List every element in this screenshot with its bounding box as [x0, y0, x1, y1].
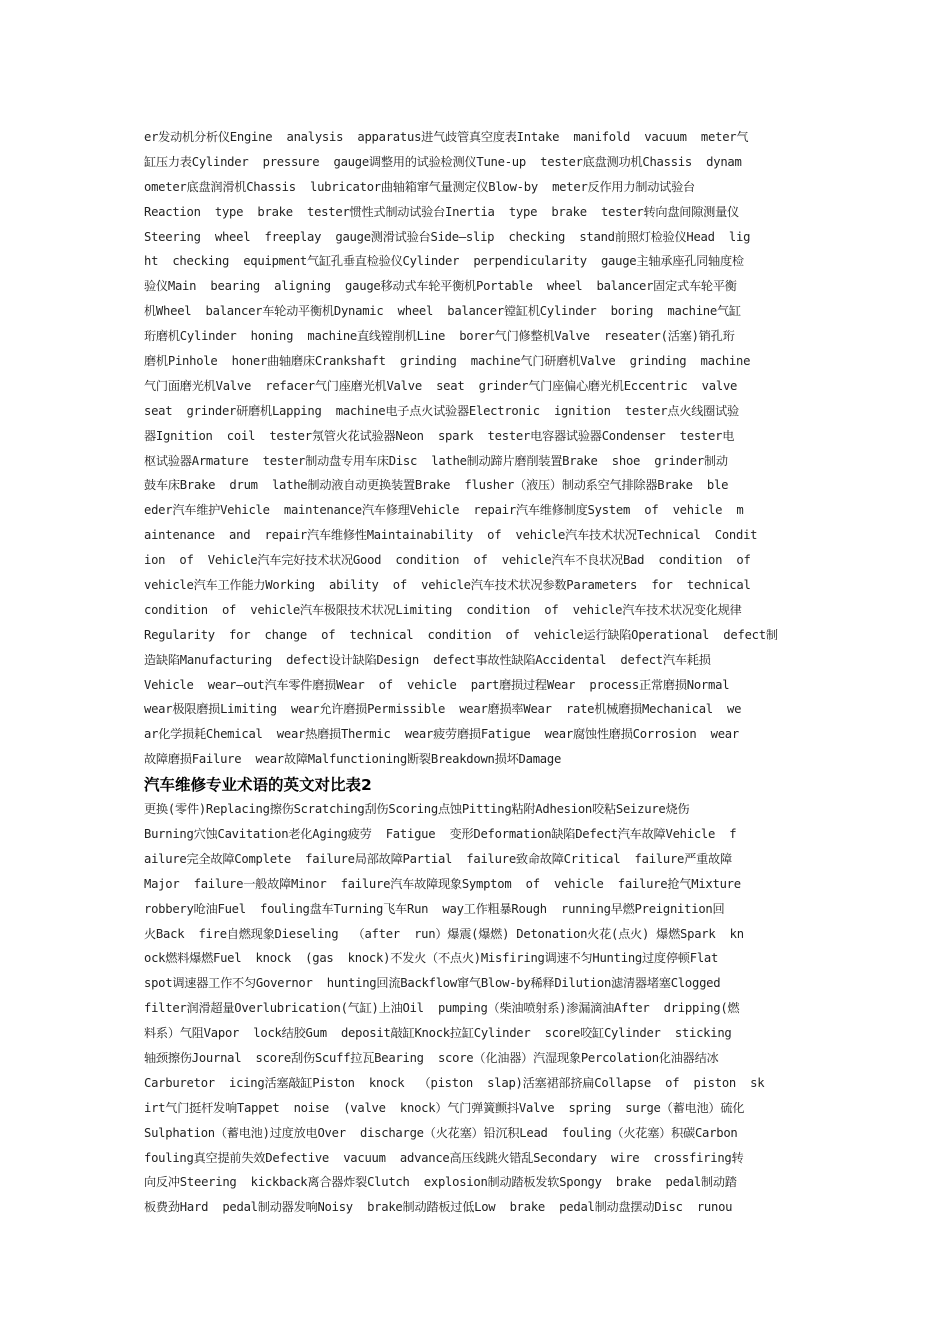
text-line: 枢试验器Armature tester制动盘专用车床Disc lathe制动蹄片磨削装置Brake shoe grinder制动	[144, 453, 728, 468]
text-line: 器Ignition coil tester氖管火花试验器Neon spark tester电容器试验器Condenser tester电	[144, 428, 735, 443]
text-line: ar化学损耗Chemical wear热磨损Thermic wear疲劳磨损Fatigue wear腐蚀性磨损Corrosion wear	[144, 727, 739, 742]
glossary-section-2	[144, 797, 808, 1220]
text-line: 鼓车床Brake drum lathe制动液自动更换装置Brake flusher（液压）制动系空气排除器Brake ble	[144, 478, 729, 493]
text-line: 更换(零件)Replacing擦伤Scratching刮伤Scoring点蚀Pitting粘附Adhesion咬粘Seizure烧伤	[144, 802, 690, 817]
text-line: Carburetor icing活塞敲缸Piston knock （piston slap)活塞裙部挤扁Collapse of piston sk	[144, 1075, 765, 1090]
text-line: Vehicle wear—out汽车零件磨损Wear of vehicle part磨损过程Wear process正常磨损Normal	[144, 677, 730, 692]
text-line: 故障磨损Failure wear故障Malfunctioning断裂Breakdown损坏Damage	[144, 752, 562, 767]
text-line: ion of Vehicle汽车完好技术状况Good condition of vehicle汽车不良状况Bad condition of	[144, 553, 751, 568]
text-line: Regularity for change of technical condition of vehicle运行缺陷Operational defect制	[144, 627, 778, 642]
text-line: Burning穴蚀Cavitation老化Aging疲劳 Fatigue 变形Deformation缺陷Defect汽车故障Vehicle f	[144, 826, 737, 841]
text-line: 机Wheel balancer车轮动平衡机Dynamic wheel balancer镗缸机Cylinder boring machine气缸	[144, 304, 741, 319]
text-line: 缸压力表Cylinder pressure gauge调整用的试验检测仪Tune-up tester底盘测功机Chassis dynam	[144, 154, 742, 169]
text-line: ock燃料爆燃Fuel knock (gas knock)不发火（不点火)Misfiring调速不匀Hunting过度停顿Flat	[144, 951, 719, 966]
text-line: 磨机Pinhole honer曲轴磨床Crankshaft grinding machine气门研磨机Valve grinding machine	[144, 354, 751, 369]
text-line: 料系）气阻Vapor lock结胶Gum deposit敲缸Knock拉缸Cylinder score咬缸Cylinder sticking	[144, 1026, 732, 1041]
text-line: er发动机分析仪Engine analysis apparatus进气歧管真空度表Intake manifold vacuum meter气	[144, 130, 749, 144]
text-line: vehicle汽车工作能力Working ability of vehicle汽车技术状况参数Parameters for technical	[144, 578, 751, 593]
text-line: 火Back fire自燃现象Dieseling （after run）爆震(爆燃) Detonation火花(点火) 爆燃Spark kn	[144, 926, 744, 941]
text-line: condition of vehicle汽车极限技术状况Limiting condition of vehicle汽车技术状况变化规律	[144, 602, 742, 617]
section-heading: 汽车维修专业术语的英文对比表2	[144, 776, 372, 795]
text-line: 珩磨机Cylinder honing machine直线镗削机Line borer气门修整机Valve reseater(活塞)销孔珩	[144, 329, 735, 344]
text-line: 验仪Main bearing aligning gauge移动式车轮平衡机Portable wheel balancer固定式车轮平衡	[144, 279, 737, 294]
text-line: 向反冲Steering kickback离合器炸裂Clutch explosion制动踏板发软Spongy brake pedal制动踏	[144, 1175, 737, 1190]
text-line: robbery呛油Fuel fouling盘车Turning飞车Run way工作粗暴Rough running早燃Preignition回	[144, 901, 725, 916]
text-line: ailure完全故障Complete failure局部故障Partial failure致命故障Critical failure严重故障	[144, 851, 732, 866]
text-line: aintenance and repair汽车维修性Maintainability of vehicle汽车技术状况Technical Condit	[144, 528, 758, 543]
text-line: irt气门挺杆发响Tappet noise (valve knock）气门弹簧颤抖Valve spring surge（蓄电池）硫化	[144, 1100, 745, 1115]
text-line: ht checking equipment气缸孔垂直检验仪Cylinder perpendicularity gauge主轴承座孔同轴度检	[144, 254, 744, 269]
text-line: fouling真空提前失效Defective vacuum advance高压线跳火错乱Secondary wire crossfiring转	[144, 1150, 744, 1165]
text-line: Major failure一般故障Minor failure汽车故障现象Symptom of vehicle failure抢气Mixture	[144, 876, 741, 891]
text-line: Reaction type brake tester惯性式制动试验台Inertia type brake tester转向盘间隙测量仪	[144, 204, 739, 219]
text-line: Steering wheel freeplay gauge测滑试验台Side—slip checking stand前照灯检验仪Head lig	[144, 229, 751, 244]
text-line: filter润滑超量Overlubrication(气缸)上油Oil pumping（柴油喷射系)渗漏滴油After dripping(燃	[144, 1001, 740, 1016]
glossary-section-1	[144, 125, 808, 772]
text-line: 造缺陷Manufacturing defect设计缺陷Design defect事故性缺陷Accidental defect汽车耗损	[144, 652, 711, 667]
text-line: 轴颈擦伤Journal score刮伤Scuff拉瓦Bearing score（化油器）汽湿现象Percolation化油器结冰	[144, 1050, 719, 1065]
text-line: wear极限磨损Limiting wear允许磨损Permissible wear磨损率Wear rate机械磨损Mechanical we	[144, 702, 742, 717]
text-line: spot调速器工作不匀Governor hunting回流Backflow窜气Blow-by稀释Dilution滤清器堵塞Clogged	[144, 976, 721, 991]
text-line: 气门面磨光机Valve refacer气门座磨光机Valve seat grinder气门座偏心磨光机Eccentric valve	[144, 378, 738, 393]
text-line: 板费劲Hard pedal制动器发响Noisy brake制动踏板过低Low brake pedal制动盘摆动Disc runou	[144, 1200, 733, 1215]
text-line: seat grinder研磨机Lapping machine电子点火试验器Electronic ignition tester点火线圈试验	[144, 403, 739, 418]
document-page	[144, 125, 808, 1220]
text-line: Sulphation（蓄电池)过度放电Over discharge（火花塞）铅沉积Lead fouling（火花塞）积碳Carbon	[144, 1125, 738, 1140]
text-line: eder汽车维护Vehicle maintenance汽车修理Vehicle repair汽车维修制度System of vehicle m	[144, 503, 744, 518]
text-line: ometer底盘润滑机Chassis lubricator曲轴箱窜气量测定仪Blow-by meter反作用力制动试验台	[144, 179, 695, 194]
